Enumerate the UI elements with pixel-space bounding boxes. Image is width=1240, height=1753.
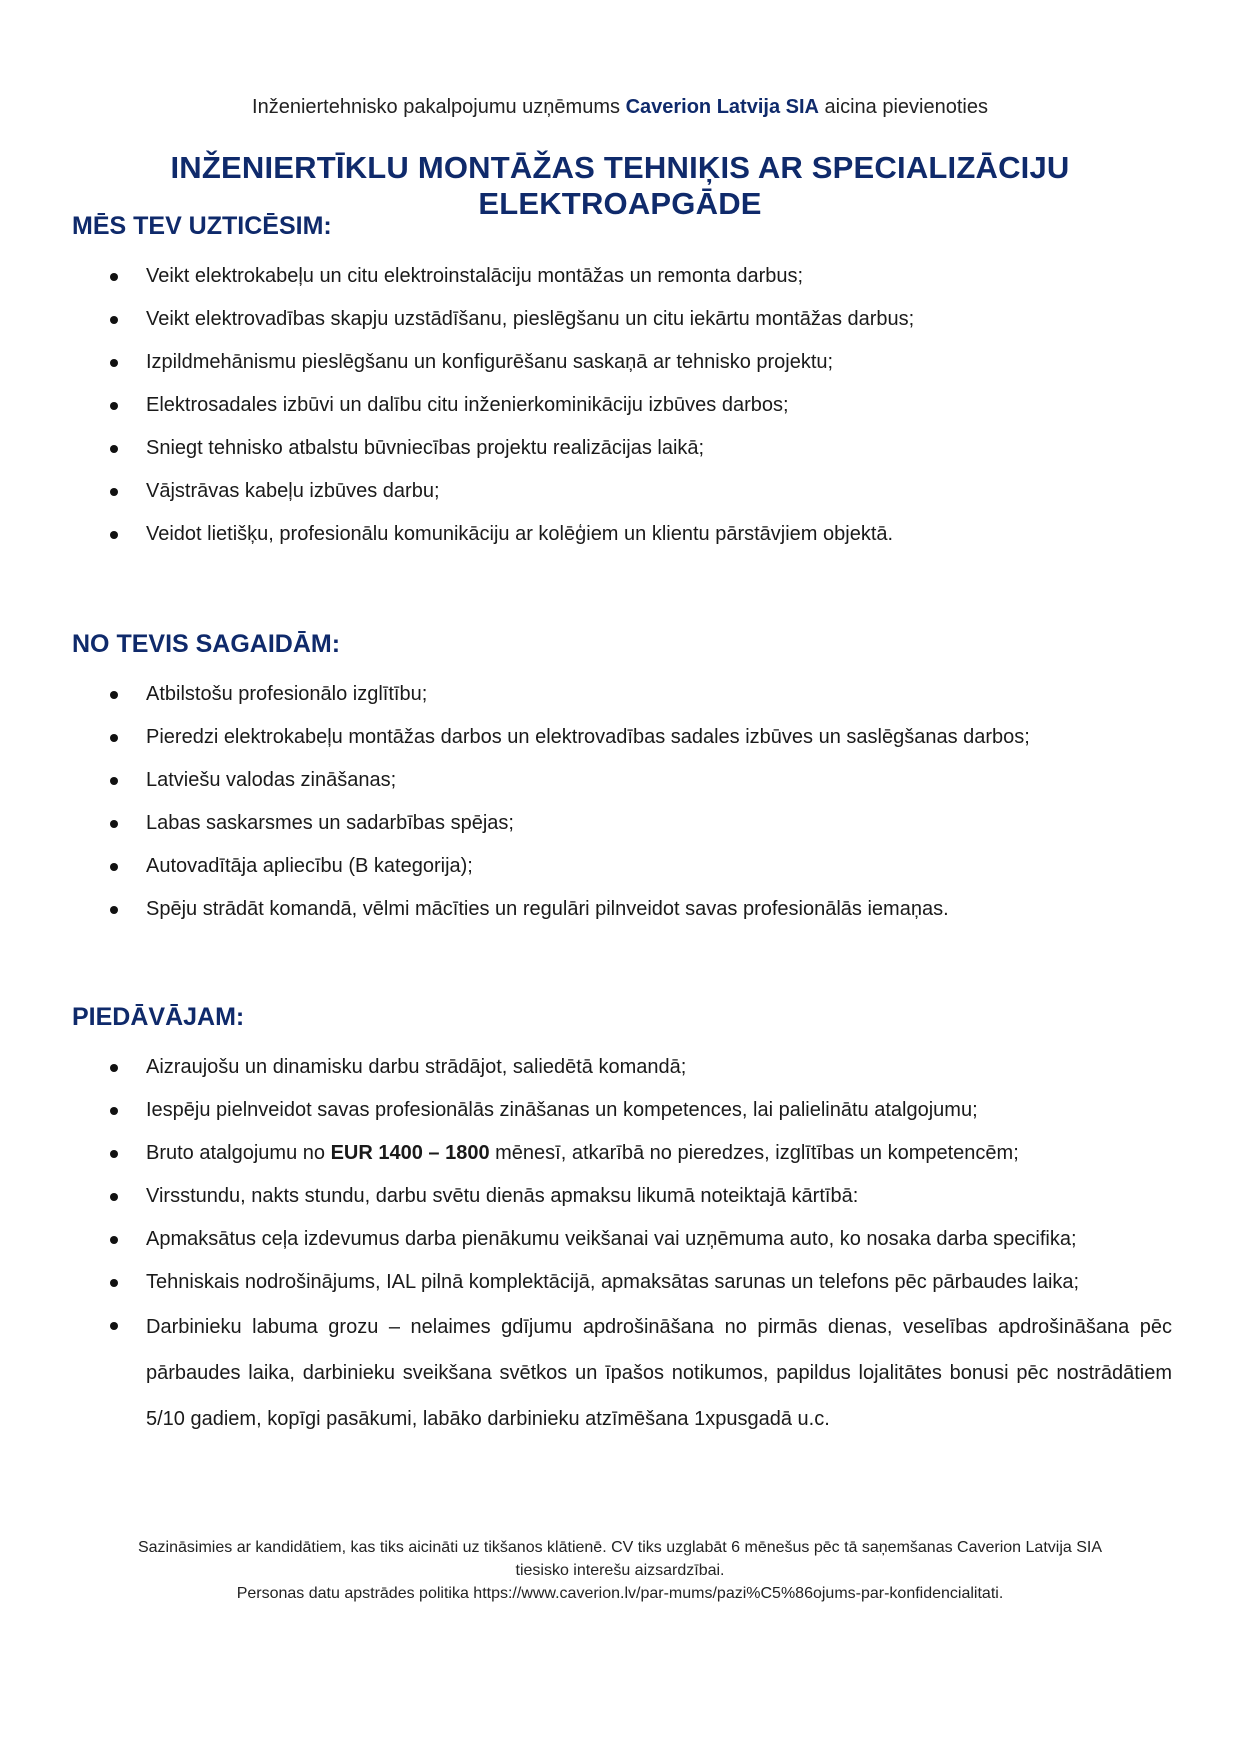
list-item-salary — [72, 1132, 1172, 1175]
job-title: INŽENIERTĪKLU MONTĀŽAS TEHNIĶIS AR SPECIALIZĀCIJU ELEKTROAPGĀDE — [170, 150, 1070, 221]
salary-text-before: Bruto atalgojumu no — [146, 1142, 331, 1164]
list-item-benefits: Darbinieku labuma grozu – nelaimes gdījumu apdrošināšana no pirmās dienas, veselības apdrošināšana pēc pārbaudes laika, darbinieku sveikšana svētkos un īpašos notikumos, papildus lojalitātes bonusi pēc nostrādātiem 5/10 gadiem, kopīgi pasākumi, labāko darbinieku atzīmēšana 1xpusgadā u.c. — [72, 1304, 1172, 1442]
list-item: Elektrosadales izbūvi un dalību citu inženierkominikāciju izbūves darbos; — [72, 384, 1172, 427]
list-item: Iespēju pielnveidot savas profesionālās zināšanas un kompetences, lai palielinātu atalgojumu; — [72, 1089, 1172, 1132]
list-item: Veidot lietišķu, profesionālu komunikāciju ar kolēģiem un klientu pārstāvjiem objektā. — [72, 513, 1172, 556]
company-name: Caverion Latvija SIA — [625, 96, 819, 118]
requirements-list — [72, 673, 1172, 931]
offer-list — [72, 1046, 1172, 1442]
list-item: Aizraujošu un dinamisku darbu strādājot, saliedētā komandā; — [72, 1046, 1172, 1089]
list-item: Virsstundu, nakts stundu, darbu svētu dienās apmaksu likumā noteiktajā kārtībā: — [72, 1175, 1172, 1218]
duties-list — [72, 255, 1172, 556]
footer-note — [60, 1536, 1180, 1605]
footer-line: tiesisko interešu aizsardzībai. — [515, 1562, 725, 1579]
salary-amount: EUR 1400 – 1800 — [330, 1142, 490, 1164]
salary-text-after: mēnesī, atkarībā no pieredzes, izglītības un kompetencēm; — [489, 1142, 1019, 1164]
list-item: Vājstrāvas kabeļu izbūves darbu; — [72, 470, 1172, 513]
list-item: Veikt elektrokabeļu un citu elektroinstalāciju montāžas un remonta darbus; — [72, 255, 1172, 298]
intro-text-before: Inženiertehnisko pakalpojumu uzņēmums — [252, 96, 626, 118]
list-item: Apmaksātus ceļa izdevumus darba pienākumu veikšanai vai uzņēmuma auto, ko nosaka darba specifika; — [72, 1218, 1172, 1261]
list-item: Labas saskarsmes un sadarbības spējas; — [72, 802, 1172, 845]
list-item: Pieredzi elektrokabeļu montāžas darbos un elektrovadības sadales izbūves un saslēgšanas darbos; — [72, 716, 1172, 759]
footer-line: Sazināsimies ar kandidātiem, kas tiks aicināti uz tikšanos klātienē. CV tiks uzglabāt 6 mēnešus pēc tā saņemšanas Caverion Latvija SIA — [137, 1539, 1103, 1556]
list-item: Sniegt tehnisko atbalstu būvniecības projektu realizācijas laikā; — [72, 427, 1172, 470]
offer-heading: PIEDĀVĀJAM: — [72, 1003, 245, 1031]
list-item: Spēju strādāt komandā, vēlmi mācīties un regulāri pilnveidot savas profesionālās iemaņas. — [72, 888, 1172, 931]
list-item: Latviešu valodas zināšanas; — [72, 759, 1172, 802]
list-item: Tehniskais nodrošinājums, IAL pilnā komplektācijā, apmaksātas sarunas un telefons pēc pārbaudes laika; — [72, 1261, 1172, 1304]
duties-heading: MĒS TEV UZTICĒSIM: — [72, 212, 332, 240]
footer-privacy-line: Personas datu apstrādes politika https://www.caverion.lv/par-mums/pazi%C5%86ojums-par-konfidencialitati. — [236, 1585, 1004, 1602]
intro-text-after: aicina pievienoties — [818, 96, 988, 118]
list-item: Autovadītāja apliecību (B kategorija); — [72, 845, 1172, 888]
intro-line — [0, 96, 1240, 119]
list-item: Atbilstošu profesionālo izglītību; — [72, 673, 1172, 716]
list-item: Veikt elektrovadības skapju uzstādīšanu, pieslēgšanu un citu iekārtu montāžas darbus; — [72, 298, 1172, 341]
list-item: Izpildmehānismu pieslēgšanu un konfigurēšanu saskaņā ar tehnisko projektu; — [72, 341, 1172, 384]
requirements-heading: NO TEVIS SAGAIDĀM: — [72, 630, 341, 658]
